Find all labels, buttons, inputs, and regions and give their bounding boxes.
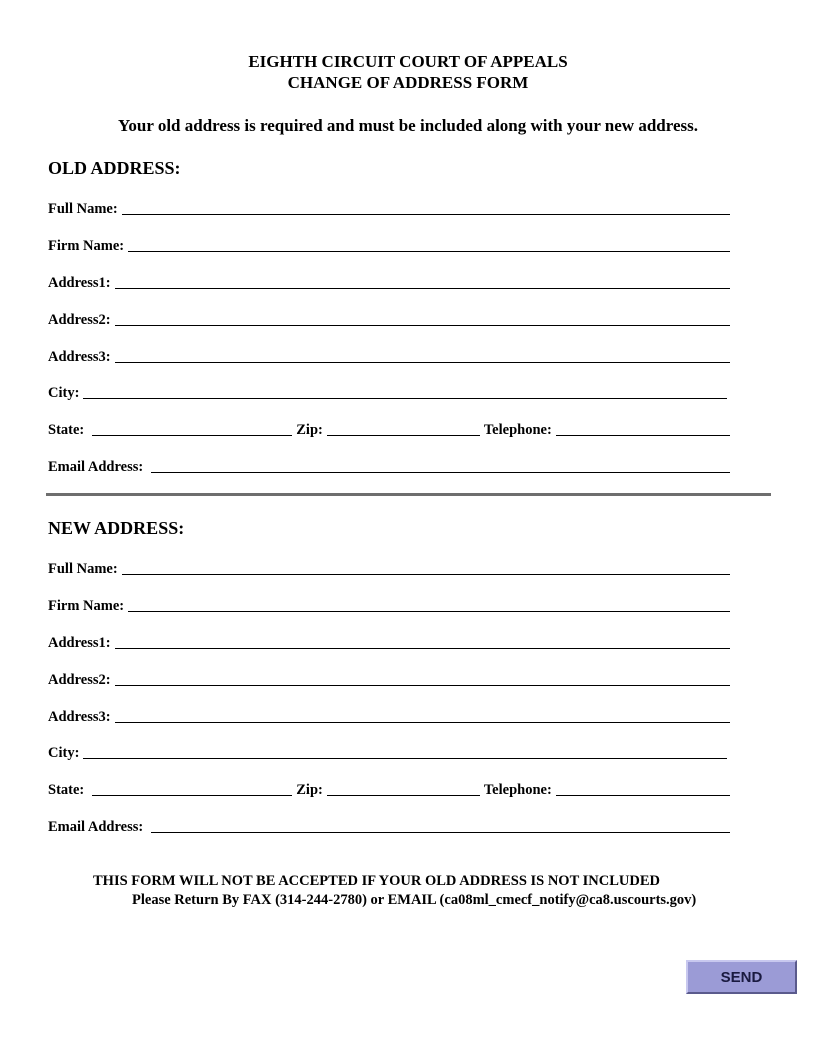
new-city-label: City:: [48, 745, 80, 761]
old-city-field[interactable]: [83, 385, 727, 399]
new-address1-field[interactable]: [115, 635, 730, 649]
acceptance-warning: THIS FORM WILL NOT BE ACCEPTED IF YOUR OLD ADDRESS IS NOT INCLUDED: [93, 873, 660, 889]
new-address2-field[interactable]: [115, 672, 730, 686]
new-email-label: Email Address:: [48, 819, 144, 835]
new-address2-label: Address2:: [48, 672, 111, 688]
new-firm-name-field[interactable]: [128, 598, 730, 612]
old-full-name-field[interactable]: [122, 201, 730, 215]
new-address1-row: [48, 632, 730, 652]
old-address2-label: Address2:: [48, 312, 111, 328]
new-city-field[interactable]: [83, 745, 727, 759]
new-address3-row: [48, 706, 730, 726]
old-firm-name-field[interactable]: [128, 238, 730, 252]
old-address3-label: Address3:: [48, 349, 111, 365]
new-firm-name-label: Firm Name:: [48, 598, 125, 614]
return-instructions: Please Return By FAX (314-244-2780) or EMAIL (ca08ml_cmecf_notify@ca8.uscourts.gov): [132, 892, 697, 908]
old-firm-name-row: [48, 235, 730, 255]
old-address-required-notice: Your old address is required and must be included along with your new address.: [117, 116, 699, 135]
old-telephone-field[interactable]: [556, 422, 730, 436]
section-divider: [46, 493, 771, 496]
form-title-form-name: CHANGE OF ADDRESS FORM: [287, 73, 529, 92]
old-state-field[interactable]: [92, 422, 292, 436]
send-button[interactable]: SEND: [686, 960, 797, 994]
new-state-field[interactable]: [92, 782, 292, 796]
old-email-field[interactable]: [151, 459, 730, 473]
old-email-label: Email Address:: [48, 459, 144, 475]
new-email-row: [48, 816, 730, 836]
old-address1-label: Address1:: [48, 275, 111, 291]
old-address-heading: OLD ADDRESS:: [48, 158, 181, 178]
new-state-label: State:: [48, 782, 85, 798]
old-city-label: City:: [48, 385, 80, 401]
new-address3-label: Address3:: [48, 709, 111, 725]
old-telephone-label: Telephone:: [483, 422, 552, 438]
new-email-field[interactable]: [151, 819, 730, 833]
new-telephone-label: Telephone:: [483, 782, 552, 798]
old-full-name-row: [48, 198, 730, 218]
new-full-name-row: [48, 558, 730, 578]
old-address2-field[interactable]: [115, 312, 730, 326]
old-address1-row: [48, 272, 730, 292]
new-address2-row: [48, 669, 730, 689]
old-state-zip-phone-row: [48, 419, 730, 439]
new-state-zip-phone-row: [48, 779, 730, 799]
old-full-name-label: Full Name:: [48, 201, 118, 217]
new-telephone-field[interactable]: [556, 782, 730, 796]
new-address1-label: Address1:: [48, 635, 111, 651]
old-address3-row: [48, 346, 730, 366]
old-zip-label: Zip:: [296, 422, 323, 438]
old-address1-field[interactable]: [115, 275, 730, 289]
new-address3-field[interactable]: [115, 709, 730, 723]
new-zip-label: Zip:: [296, 782, 323, 798]
old-email-row: [48, 456, 730, 476]
old-zip-field[interactable]: [327, 422, 480, 436]
old-city-row: [48, 382, 730, 402]
form-title-court: EIGHTH CIRCUIT COURT OF APPEALS: [248, 52, 568, 71]
new-full-name-field[interactable]: [122, 561, 730, 575]
old-address2-row: [48, 309, 730, 329]
old-address3-field[interactable]: [115, 349, 730, 363]
old-state-label: State:: [48, 422, 85, 438]
old-firm-name-label: Firm Name:: [48, 238, 125, 254]
new-city-row: [48, 742, 730, 762]
new-address-heading: NEW ADDRESS:: [48, 518, 185, 538]
new-firm-name-row: [48, 595, 730, 615]
new-zip-field[interactable]: [327, 782, 480, 796]
new-full-name-label: Full Name:: [48, 561, 118, 577]
